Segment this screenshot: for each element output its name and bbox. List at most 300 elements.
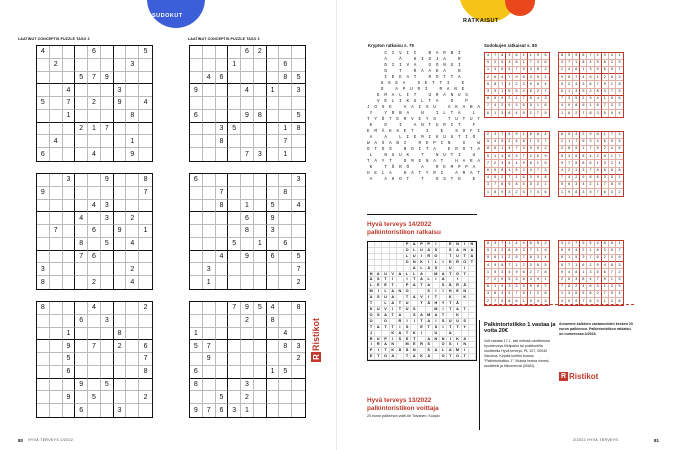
word-grid-cell: S [426, 289, 433, 295]
sudoku-cell [292, 212, 305, 225]
sudoku-cell [37, 225, 50, 238]
sudoku-cell: 6 [528, 132, 535, 139]
sudoku-cell: 6 [241, 212, 254, 225]
sudoku-cell [228, 110, 241, 123]
sudoku-cell: 5 [559, 81, 566, 88]
sudoku-cell: 5 [535, 74, 542, 81]
sudoku-cell [241, 123, 254, 136]
sudoku-cell: 9 [101, 174, 114, 187]
sudoku-cell: 8 [609, 262, 616, 269]
word-grid-cell: Ä [447, 283, 454, 289]
sudoku-cell: 1 [580, 67, 587, 74]
sudoku-cell: 2 [602, 74, 609, 81]
sudoku-cell: 1 [616, 175, 623, 182]
sudoku-cell: 1 [521, 298, 528, 305]
sudoku-cell: 5 [485, 248, 492, 255]
sudoku-cell: 5 [580, 103, 587, 110]
sudoku-cell: 6 [544, 189, 547, 194]
sudoku-cell: 5 [75, 72, 88, 85]
sudoku-cell [190, 123, 203, 136]
sudoku-cell [216, 379, 229, 392]
sudoku-cell: 9 [114, 225, 127, 238]
section-label: RATKAISUT [463, 18, 499, 24]
sudoku-cell: 2 [528, 269, 535, 276]
sudoku-cell: 9 [513, 74, 520, 81]
sudoku-cell [114, 251, 127, 264]
sudoku-cell: 3 [499, 160, 506, 167]
sudoku-cell [267, 123, 280, 136]
word-grid-cell: A [462, 337, 469, 343]
sudoku-cell: 1 [528, 139, 535, 146]
sudoku-cell: 1 [573, 168, 580, 175]
sudoku-cell: 5 [88, 391, 101, 404]
sudoku-cell: 6 [566, 182, 573, 189]
sudoku-cell [203, 391, 216, 404]
word-grid-cell: I [418, 254, 425, 260]
sudoku-cell: 2 [528, 110, 535, 117]
sudoku-cell: 2 [485, 132, 492, 139]
sudoku-cell: 2 [616, 269, 623, 276]
word-grid-cell: T [390, 313, 397, 319]
sudoku-cell [50, 353, 63, 366]
sudoku-cell: 3 [559, 241, 566, 248]
sudoku-cell: 3 [101, 200, 114, 213]
sudoku-cell: 9 [521, 241, 528, 248]
sudoku-cell: 7 [528, 60, 535, 67]
sudoku-cell: 3 [216, 123, 229, 136]
sudoku-cell: 8 [485, 96, 492, 103]
crypto-line: E M A L I T U R A N U S [377, 93, 469, 98]
sudoku-cell: 8 [114, 328, 127, 341]
word-grid-cell: R [397, 319, 404, 325]
word-grid-cell: U [404, 307, 411, 313]
sudoku-cell [241, 328, 254, 341]
sudoku-cell [228, 366, 241, 379]
sudoku-cell: 7 [492, 298, 499, 305]
word-grid-cell: M [368, 289, 375, 295]
sudoku-cell: 1 [241, 200, 254, 213]
sudoku-cell [101, 276, 114, 289]
word-grid-cell: O [440, 354, 447, 360]
sudoku-cell [126, 187, 139, 200]
sudoku-cell: 2 [542, 241, 549, 248]
sudoku-cell: 3 [63, 174, 76, 187]
sudoku-cell: 6 [216, 72, 229, 85]
crypto-solution-title: Krypton ratkaisu s. 79 [368, 43, 414, 48]
sudoku-cell [37, 315, 50, 328]
sudoku-cell [63, 315, 76, 328]
sudoku-cell [126, 302, 139, 315]
word-grid-cell: T [375, 354, 382, 360]
sudoku-cell: 8 [267, 315, 280, 328]
word-grid-cell: I [440, 289, 447, 295]
sudoku-cell [228, 212, 241, 225]
sudoku-cell [228, 379, 241, 392]
sudoku-cell: 3 [616, 132, 623, 139]
sudoku-cell [50, 328, 63, 341]
word-grid-cell: A [426, 248, 433, 254]
sudoku-cell: 4 [580, 182, 587, 189]
sudoku-cell [63, 263, 76, 276]
word-grid-cell: T [404, 295, 411, 301]
sudoku-cell: 6 [609, 241, 616, 248]
sudoku-cell: 9 [602, 81, 609, 88]
sudoku-cell: 5 [521, 110, 528, 117]
sudoku-cell: 9 [580, 89, 587, 96]
sudoku-cell [75, 110, 88, 123]
sudoku-cell [37, 174, 50, 187]
sudoku-cell: 5 [587, 74, 594, 81]
sudoku-cell: 2 [602, 146, 609, 153]
sudoku-cell [75, 328, 88, 341]
sudoku-cell [267, 391, 280, 404]
sudoku-cell: 4 [88, 200, 101, 213]
word-grid-cell: I [368, 342, 375, 348]
sudoku-cell: 1 [267, 84, 280, 97]
sudoku-cell: 4 [126, 238, 139, 251]
sudoku-cell: 3 [101, 212, 114, 225]
page-number-right: 81 [654, 438, 659, 443]
sudoku-cell: 6 [528, 96, 535, 103]
sudoku-cell [37, 84, 50, 97]
sudoku-cell [203, 315, 216, 328]
sudoku-cell: 6 [587, 298, 594, 305]
word-grid-cell: O [368, 313, 375, 319]
sudoku-cell: 9 [573, 53, 580, 60]
sudoku-cell [50, 366, 63, 379]
sudoku-cell [241, 366, 254, 379]
sudoku-cell [75, 353, 88, 366]
sudoku-cell: 9 [499, 284, 506, 291]
sudoku-cell [216, 353, 229, 366]
sudoku-cell [37, 379, 50, 392]
sudoku-cell: 2 [580, 132, 587, 139]
word-grid-cell: L [433, 260, 440, 266]
sudoku-cell [254, 97, 267, 110]
sudoku-cell: 9 [485, 139, 492, 146]
sudoku-cell [216, 212, 229, 225]
sudoku-cell: 4 [88, 302, 101, 315]
sudoku-cell: 6 [595, 103, 602, 110]
word-grid-cell: V [418, 295, 425, 301]
sudoku-cell: 7 [602, 291, 609, 298]
sudoku-cell: 1 [580, 269, 587, 276]
sudoku-cell: 8 [602, 139, 609, 146]
sudoku-cell [50, 238, 63, 251]
sudoku-cell [63, 200, 76, 213]
sudoku-cell: 8 [492, 189, 499, 196]
sudoku-cell: 7 [521, 96, 528, 103]
sudoku-cell [88, 135, 101, 148]
sudoku-cell: 2 [50, 59, 63, 72]
word-grid-cell: I [375, 289, 382, 295]
sudoku-cell [241, 72, 254, 85]
sudoku-cell [203, 59, 216, 72]
sudoku-cell: 2 [580, 96, 587, 103]
sudoku-cell: 7 [485, 160, 492, 167]
sudoku-cell [228, 72, 241, 85]
sudoku-cell: 1 [616, 53, 623, 60]
sudoku-cell: 3 [228, 404, 241, 417]
sudoku-cell [216, 302, 229, 315]
sudoku-cell [139, 263, 152, 276]
sudoku-cell: 8 [528, 89, 535, 96]
sudoku-cell: 3 [506, 284, 513, 291]
word-grid-cell: A [397, 272, 404, 278]
word-grid-cell: A [411, 295, 418, 301]
word-grid-cell: P [382, 337, 389, 343]
puzzle-column-header-2: LAATINUT CONCEPTIS PUZZLE TASO 3 [188, 37, 260, 41]
sudoku-puzzle-5 [36, 301, 153, 418]
sudoku-cell [114, 238, 127, 251]
word-grid-cell: S [462, 319, 469, 325]
sudoku-cell [203, 251, 216, 264]
word-grid-cell: O [440, 342, 447, 348]
sudoku-cell [126, 353, 139, 366]
word-grid-cell: L [418, 266, 425, 272]
word-grid-cell: T [462, 254, 469, 260]
sudoku-cell [37, 110, 50, 123]
sudoku-cell [254, 251, 267, 264]
sudoku-cell: 5 [485, 81, 492, 88]
word-grid-cell: H [447, 289, 454, 295]
sudoku-cell: 6 [279, 238, 292, 251]
sudoku-cell [63, 59, 76, 72]
word-grid-cell: A [469, 254, 476, 260]
contest-word-grid [367, 241, 477, 361]
sudoku-cell [279, 276, 292, 289]
sudoku-cell [75, 225, 88, 238]
sudoku-cell: 9 [506, 291, 513, 298]
word-grid-cell: T [382, 325, 389, 331]
sudoku-cell [139, 276, 152, 289]
word-grid-cell: O [454, 354, 461, 360]
sudoku-cell: 5 [542, 53, 549, 60]
sudoku-cell: 5 [616, 89, 623, 96]
sudoku-cell: 7 [595, 81, 602, 88]
sudoku-cell [114, 379, 127, 392]
sudoku-cell: 2 [618, 189, 621, 194]
sudoku-cell: 4 [63, 84, 76, 97]
sudoku-cell: 7 [595, 189, 602, 196]
sudoku-cell: 6 [542, 60, 549, 67]
sudoku-cell: 2 [587, 262, 594, 269]
word-grid-cell: I [447, 337, 454, 343]
sudoku-cell: 9 [573, 298, 580, 305]
sudoku-cell: 2 [542, 146, 549, 153]
sudoku-cell: 2 [595, 53, 602, 60]
sudoku-cell [228, 97, 241, 110]
sudoku-cell [254, 328, 267, 341]
word-grid-cell: S [440, 283, 447, 289]
sudoku-cell: 1 [616, 241, 623, 248]
word-grid-cell: U [454, 254, 461, 260]
sudoku-cell: 3 [499, 110, 506, 117]
sudoku-cell: 9 [75, 379, 88, 392]
sudoku-cell: 5 [499, 298, 506, 305]
right-page [337, 0, 674, 450]
word-grid-cell: O [404, 289, 411, 295]
sudoku-cell [190, 302, 203, 315]
sudoku-cell [190, 97, 203, 110]
ristikot-logo-text: Ristikot [311, 317, 321, 351]
crypto-line: O T O S N O I T A E R O T A [367, 147, 482, 152]
sudoku-cell: 1 [513, 262, 520, 269]
sudoku-cell: 3 [535, 60, 542, 67]
crypto-solution [367, 51, 482, 183]
word-grid-cell: M [404, 342, 411, 348]
sudoku-cell [254, 123, 267, 136]
sudoku-cell: 6 [602, 189, 609, 196]
sudoku-cell: 2 [292, 353, 305, 366]
sudoku-cell: 3 [492, 241, 499, 248]
word-grid-cell: T [454, 325, 461, 331]
sudoku-cell: 8 [499, 168, 506, 175]
sudoku-cell: 6 [506, 89, 513, 96]
sudoku-cell [216, 46, 229, 59]
sudoku-cell [203, 302, 216, 315]
sudoku-cell [50, 72, 63, 85]
sudoku-cell: 3 [267, 225, 280, 238]
sudoku-cell: 2 [521, 168, 528, 175]
word-grid-cell: R [375, 342, 382, 348]
sudoku-cell [126, 200, 139, 213]
word-grid-cell: S [397, 337, 404, 343]
contest-box-side: Arvomme kaikkien vastanneiden kesken 20 euron palkinnon. Palkintoristikon ratkaisu on numerossa 2/2023. [559, 322, 633, 336]
word-grid-cell: N [462, 248, 469, 254]
word-grid-cell: E [375, 283, 382, 289]
sudoku-cell: 3 [241, 379, 254, 392]
sudoku-cell [126, 46, 139, 59]
sudoku-cell [241, 238, 254, 251]
sudoku-cell [101, 84, 114, 97]
sudoku-cell: 6 [616, 96, 623, 103]
sudoku-cell [254, 366, 267, 379]
sudoku-cell: 4 [513, 241, 520, 248]
sudoku-cell: 2 [587, 89, 594, 96]
crypto-line: Y Y R B A N I L T A L [369, 111, 477, 116]
word-grid-cell: S [375, 313, 382, 319]
word-grid-cell: Y [462, 325, 469, 331]
sudoku-cell [101, 328, 114, 341]
word-grid-cell: U [411, 254, 418, 260]
sudoku-cell: 9 [542, 153, 549, 160]
sudoku-cell [75, 302, 88, 315]
sudoku-cell: 3 [101, 315, 114, 328]
sudoku-cell: 6 [521, 103, 528, 110]
sudoku-cell [50, 110, 63, 123]
sudoku-cell: 6 [566, 110, 573, 117]
sudoku-cell: 6 [602, 60, 609, 67]
sudoku-cell [75, 187, 88, 200]
sudoku-cell: 7 [521, 153, 528, 160]
sudoku-cell [139, 404, 152, 417]
sudoku-cell [50, 276, 63, 289]
sudoku-cell: 3 [616, 74, 623, 81]
sudoku-solution-6 [558, 240, 624, 306]
sudoku-cell [216, 59, 229, 72]
sudoku-cell: 2 [535, 182, 542, 189]
sudoku-cell: 6 [513, 53, 520, 60]
word-grid-cell: N [469, 242, 476, 248]
sudoku-cell: 7 [216, 187, 229, 200]
crypto-line: C I V I C B A R B I [384, 51, 462, 56]
sudoku-cell: 8 [513, 248, 520, 255]
sudoku-cell [37, 59, 50, 72]
sudoku-cell: 1 [485, 269, 492, 276]
sudoku-cell: 8 [587, 175, 594, 182]
sudoku-cell [63, 302, 76, 315]
sudoku-cell: 6 [485, 284, 492, 291]
sudoku-cell [50, 302, 63, 315]
winners-title: Hyvä terveys 13/2022 palkintoristikon voittaja [367, 397, 439, 412]
sudoku-cell [114, 302, 127, 315]
footer-left: HYVÄ TERVEYS 2/2022 [28, 438, 74, 442]
sudoku-cell: 8 [535, 284, 542, 291]
sudoku-cell: 3 [513, 277, 520, 284]
sudoku-cell: 4 [75, 212, 88, 225]
sudoku-cell: 6 [506, 160, 513, 167]
sudoku-cell: 2 [296, 279, 301, 287]
page-number-left: 80 [18, 438, 23, 443]
word-grid-cell: T [447, 272, 454, 278]
sudoku-cell: 2 [492, 277, 499, 284]
sudoku-cell: 8 [573, 269, 580, 276]
sudoku-cell: 8 [542, 175, 549, 182]
sudoku-cell: 4 [37, 46, 50, 59]
sudoku-cell: 4 [609, 146, 616, 153]
sudoku-cell [279, 97, 292, 110]
word-grid-cell: I [433, 289, 440, 295]
sudoku-cell [228, 84, 241, 97]
sudoku-cell: 9 [609, 291, 616, 298]
word-grid-cell: O [368, 319, 375, 325]
sudoku-cell: 1 [506, 241, 513, 248]
sudoku-cell: 9 [566, 189, 573, 196]
sudoku-cell: 4 [499, 74, 506, 81]
sudoku-cell: 9 [616, 284, 623, 291]
sudoku-cell [114, 366, 127, 379]
sudoku-cell: 4 [216, 251, 229, 264]
sudoku-cell: 7 [513, 291, 520, 298]
sudoku-cell: 6 [75, 315, 88, 328]
sudoku-cell [63, 379, 76, 392]
word-grid-cell: R [454, 283, 461, 289]
word-grid-cell: S [433, 248, 440, 254]
sudoku-cell: 5 [616, 139, 623, 146]
sudoku-cell [279, 302, 292, 315]
sudoku-cell [279, 84, 292, 97]
sudoku-cell [241, 174, 254, 187]
sudoku-cell [37, 238, 50, 251]
sudoku-cell: 9 [37, 187, 50, 200]
sudoku-cell: 2 [254, 46, 267, 59]
sudoku-cell [50, 187, 63, 200]
word-grid-cell: T [462, 354, 469, 360]
sudoku-cell: 7 [521, 255, 528, 262]
sudoku-cell [101, 366, 114, 379]
sudoku-cell: 6 [485, 110, 492, 117]
sudoku-cell: 6 [566, 277, 573, 284]
sudoku-cell: 4 [203, 72, 216, 85]
word-grid-cell: S [433, 266, 440, 272]
sudoku-cell [292, 187, 305, 200]
sudoku-cell: 3 [595, 284, 602, 291]
word-grid-cell: T [368, 301, 375, 307]
sudoku-cell: 5 [573, 255, 580, 262]
sudoku-cell: 1 [63, 328, 76, 341]
sudoku-cell [190, 59, 203, 72]
